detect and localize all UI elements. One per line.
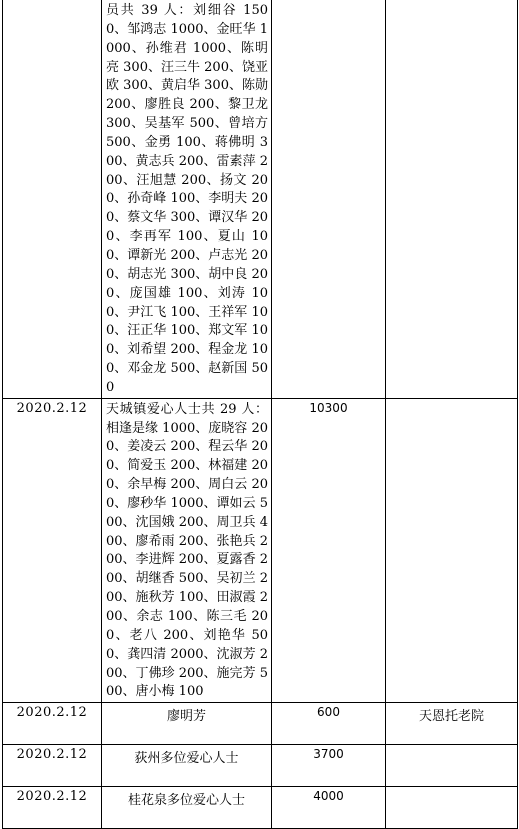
donor-list: 员共 39 人：刘细谷 1500、邹鸿志 1000、金旺华 1000、孙维君 1000、陈明亮 300、汪三牛 200、饶亚欧 300、黄启华 300、陈勋 200、廖胜良 200、黎卫龙 300、吴基军 500、曾培方 500、金勇 100、蒋佛明 300、黄志兵 200、雷素萍 200、汪旭慧 200、扬文 200、孙奇峰 100、李明夫 200、蔡文华 300、谭汉华 200、李再军 100、夏山 100、谭新光 200、卢志光 200、胡志光 300、胡中良 200、庞国雄 100、刘涛 100、尹江飞 100、王祥军 100、汪正华 100、郑文军 100、刘希望 200、程金龙 100、邓金龙 500、赵新国 500 xyxy=(106,3,268,395)
amount-cell: 10300 xyxy=(272,398,386,703)
table-row xyxy=(3,398,518,703)
note-cell: 天恩托老院 xyxy=(386,703,518,745)
donor-name: 廖明芳 xyxy=(166,709,206,725)
table-row xyxy=(3,703,518,745)
amount-cell: 3700 xyxy=(272,745,386,787)
table-row xyxy=(3,0,518,398)
donor-name: 桂花泉多位爱心人士 xyxy=(127,793,245,809)
note-cell xyxy=(386,787,518,829)
donation-table xyxy=(2,0,518,829)
date-cell xyxy=(3,0,102,398)
donor-cell xyxy=(102,745,272,787)
note-cell xyxy=(386,398,518,703)
amount-cell xyxy=(272,0,386,398)
donor-cell xyxy=(102,0,272,398)
date-cell: 2020.2.12 xyxy=(3,787,102,829)
date-cell: 2020.2.12 xyxy=(3,398,102,703)
date-cell: 2020.2.12 xyxy=(3,703,102,745)
amount-cell: 600 xyxy=(272,703,386,745)
donor-name: 荻州多位爱心人士 xyxy=(134,751,239,767)
donor-cell xyxy=(102,398,272,703)
donor-cell xyxy=(102,787,272,829)
amount-cell: 4000 xyxy=(272,787,386,829)
donor-list: 天城镇爱心人士共 29 人：相逢是缘 1000、庞晓容 200、姜凌云 200、程云华 200、简爱玉 200、林福建 200、余早梅 200、周白云 200、廖秒华 1000、谭如云 500、沈国娥 200、周卫兵 400、廖希雨 200、张艳兵 200、李进辉 200、夏露香 200、胡继香 500、吴初兰 200、施秋芳 100、田淑霞 200、余志 100、陈三毛 200、老八 200、刘艳华 500、龚四清 2000、沈淑芳 200、丁佛珍 200、施完芳 500、唐小梅 100 xyxy=(106,401,268,700)
date-cell: 2020.2.12 xyxy=(3,745,102,787)
table-row xyxy=(3,787,518,829)
table-row xyxy=(3,745,518,787)
donor-cell xyxy=(102,703,272,745)
note-cell xyxy=(386,745,518,787)
note-cell xyxy=(386,0,518,398)
